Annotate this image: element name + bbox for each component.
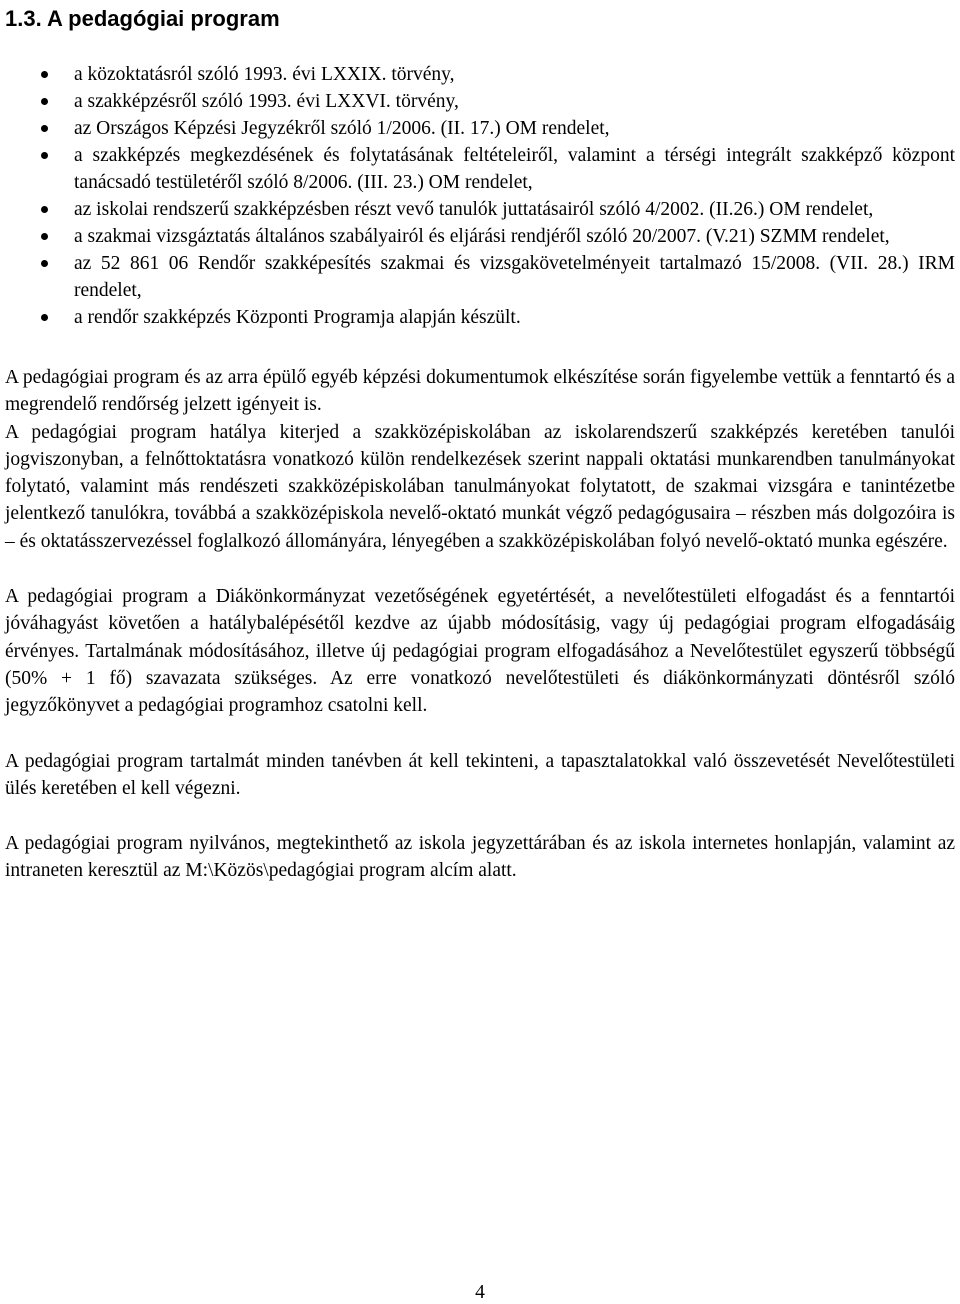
bullet-icon bbox=[41, 71, 48, 78]
bullet-icon bbox=[41, 233, 48, 240]
bullet-icon bbox=[41, 125, 48, 132]
list-item bbox=[5, 115, 955, 142]
list-item-text: a rendőr szakképzés Központi Programja alapján készült. bbox=[74, 307, 521, 328]
document-page bbox=[5, 0, 955, 885]
list-item bbox=[5, 196, 955, 223]
list-item-text: a szakképzésről szóló 1993. évi LXXVI. törvény, bbox=[74, 91, 459, 112]
list-item-text: a közoktatásról szóló 1993. évi LXXIX. törvény, bbox=[74, 64, 455, 85]
section-heading: 1.3. A pedagógiai program bbox=[5, 6, 280, 31]
bullet-icon bbox=[41, 152, 48, 159]
list-item bbox=[5, 304, 955, 331]
list-item-text: az iskolai rendszerű szakképzésben részt vevő tanulók juttatásairól szóló 4/2002. (II.26.) OM rendelet, bbox=[74, 199, 874, 220]
bullet-icon bbox=[41, 314, 48, 321]
legal-references-list bbox=[5, 61, 955, 331]
paragraph-review: A pedagógiai program tartalmát minden tanévben át kell tekinteni, a tapasztalatokkal való összevetését Nevelőtestületi ülés keretében el kell végezni. bbox=[5, 750, 955, 799]
page-number: 4 bbox=[475, 1282, 485, 1303]
paragraph-scope: A pedagógiai program hatálya kiterjed a szakközépiskolában az iskolarendszerű szakképzés keretében tanulói jogviszonyban, a felnőttoktatásra vonatkozó külön rendelkezések szerint nappali oktatási munkarendben tanulmányokat folytató, valamint más rendészeti szakközépiskolában tanulmányokat folytatott, de szakmai vizsgára e tanintézetbe jelentkező tanulókra, továbbá a szakközépiskola nevelő-oktató munkát végző pedagógusaira – részben más dolgozóira is – és oktatásszervezéssel foglalkozó állományára, lényegében a szakközépiskolában folyó nevelő-oktató munka egészére. bbox=[5, 421, 955, 552]
list-item bbox=[5, 250, 955, 304]
list-item-text: a szakmai vizsgáztatás általános szabályairól és eljárási rendjéről szóló 20/2007. (V.21) SZMM rendelet, bbox=[74, 226, 890, 247]
list-item bbox=[5, 61, 955, 88]
list-item-text: az 52 861 06 Rendőr szakképesítés szakmai és vizsgakövetelményeit tartalmazó 15/2008. (VII. 28.) IRM rendelet, bbox=[74, 253, 955, 301]
list-item-text: a szakképzés megkezdésének és folytatásának feltételeiről, valamint a térségi integrált szakképző központ tanácsadó testületéről szóló 8/2006. (III. 23.) OM rendelet, bbox=[74, 145, 955, 193]
list-item bbox=[5, 142, 955, 196]
bullet-icon bbox=[41, 260, 48, 267]
list-item-text: az Országos Képzési Jegyzékről szóló 1/2006. (II. 17.) OM rendelet, bbox=[74, 118, 610, 139]
bullet-icon bbox=[41, 98, 48, 105]
bullet-icon bbox=[41, 206, 48, 213]
paragraph-validity: A pedagógiai program a Diákönkormányzat vezetőségének egyetértését, a nevelőtestületi elfogadást és a fenntartói jóváhagyást követően a hatálybalépésétől kezdve az újabb módosításig, vagy új pedagógiai program elfogadásáig érvényes. Tartalmának módosításához, illetve új pedagógiai program elfogadásához a Nevelőtestület egyszerű többségű (50% + 1 fő) szavazata szükséges. Az erre vonatkozó nevelőtestületi és diákönkormányzati döntésről szóló jegyzőkönyvet a pedagógiai programhoz csatolni kell. bbox=[5, 586, 955, 717]
list-item bbox=[5, 88, 955, 115]
paragraph-considerations: A pedagógiai program és az arra épülő egyéb képzési dokumentumok elkészítése során figyelembe vettük a fenntartó és a megrendelő rendőrség jelzett igényeit is. bbox=[5, 367, 955, 416]
list-item bbox=[5, 223, 955, 250]
paragraph-availability: A pedagógiai program nyilvános, megtekinthető az iskola jegyzettárában és az iskola internetes honlapján, valamint az intraneten keresztül az M:\Közös\pedagógiai program alcím alatt. bbox=[5, 833, 955, 882]
